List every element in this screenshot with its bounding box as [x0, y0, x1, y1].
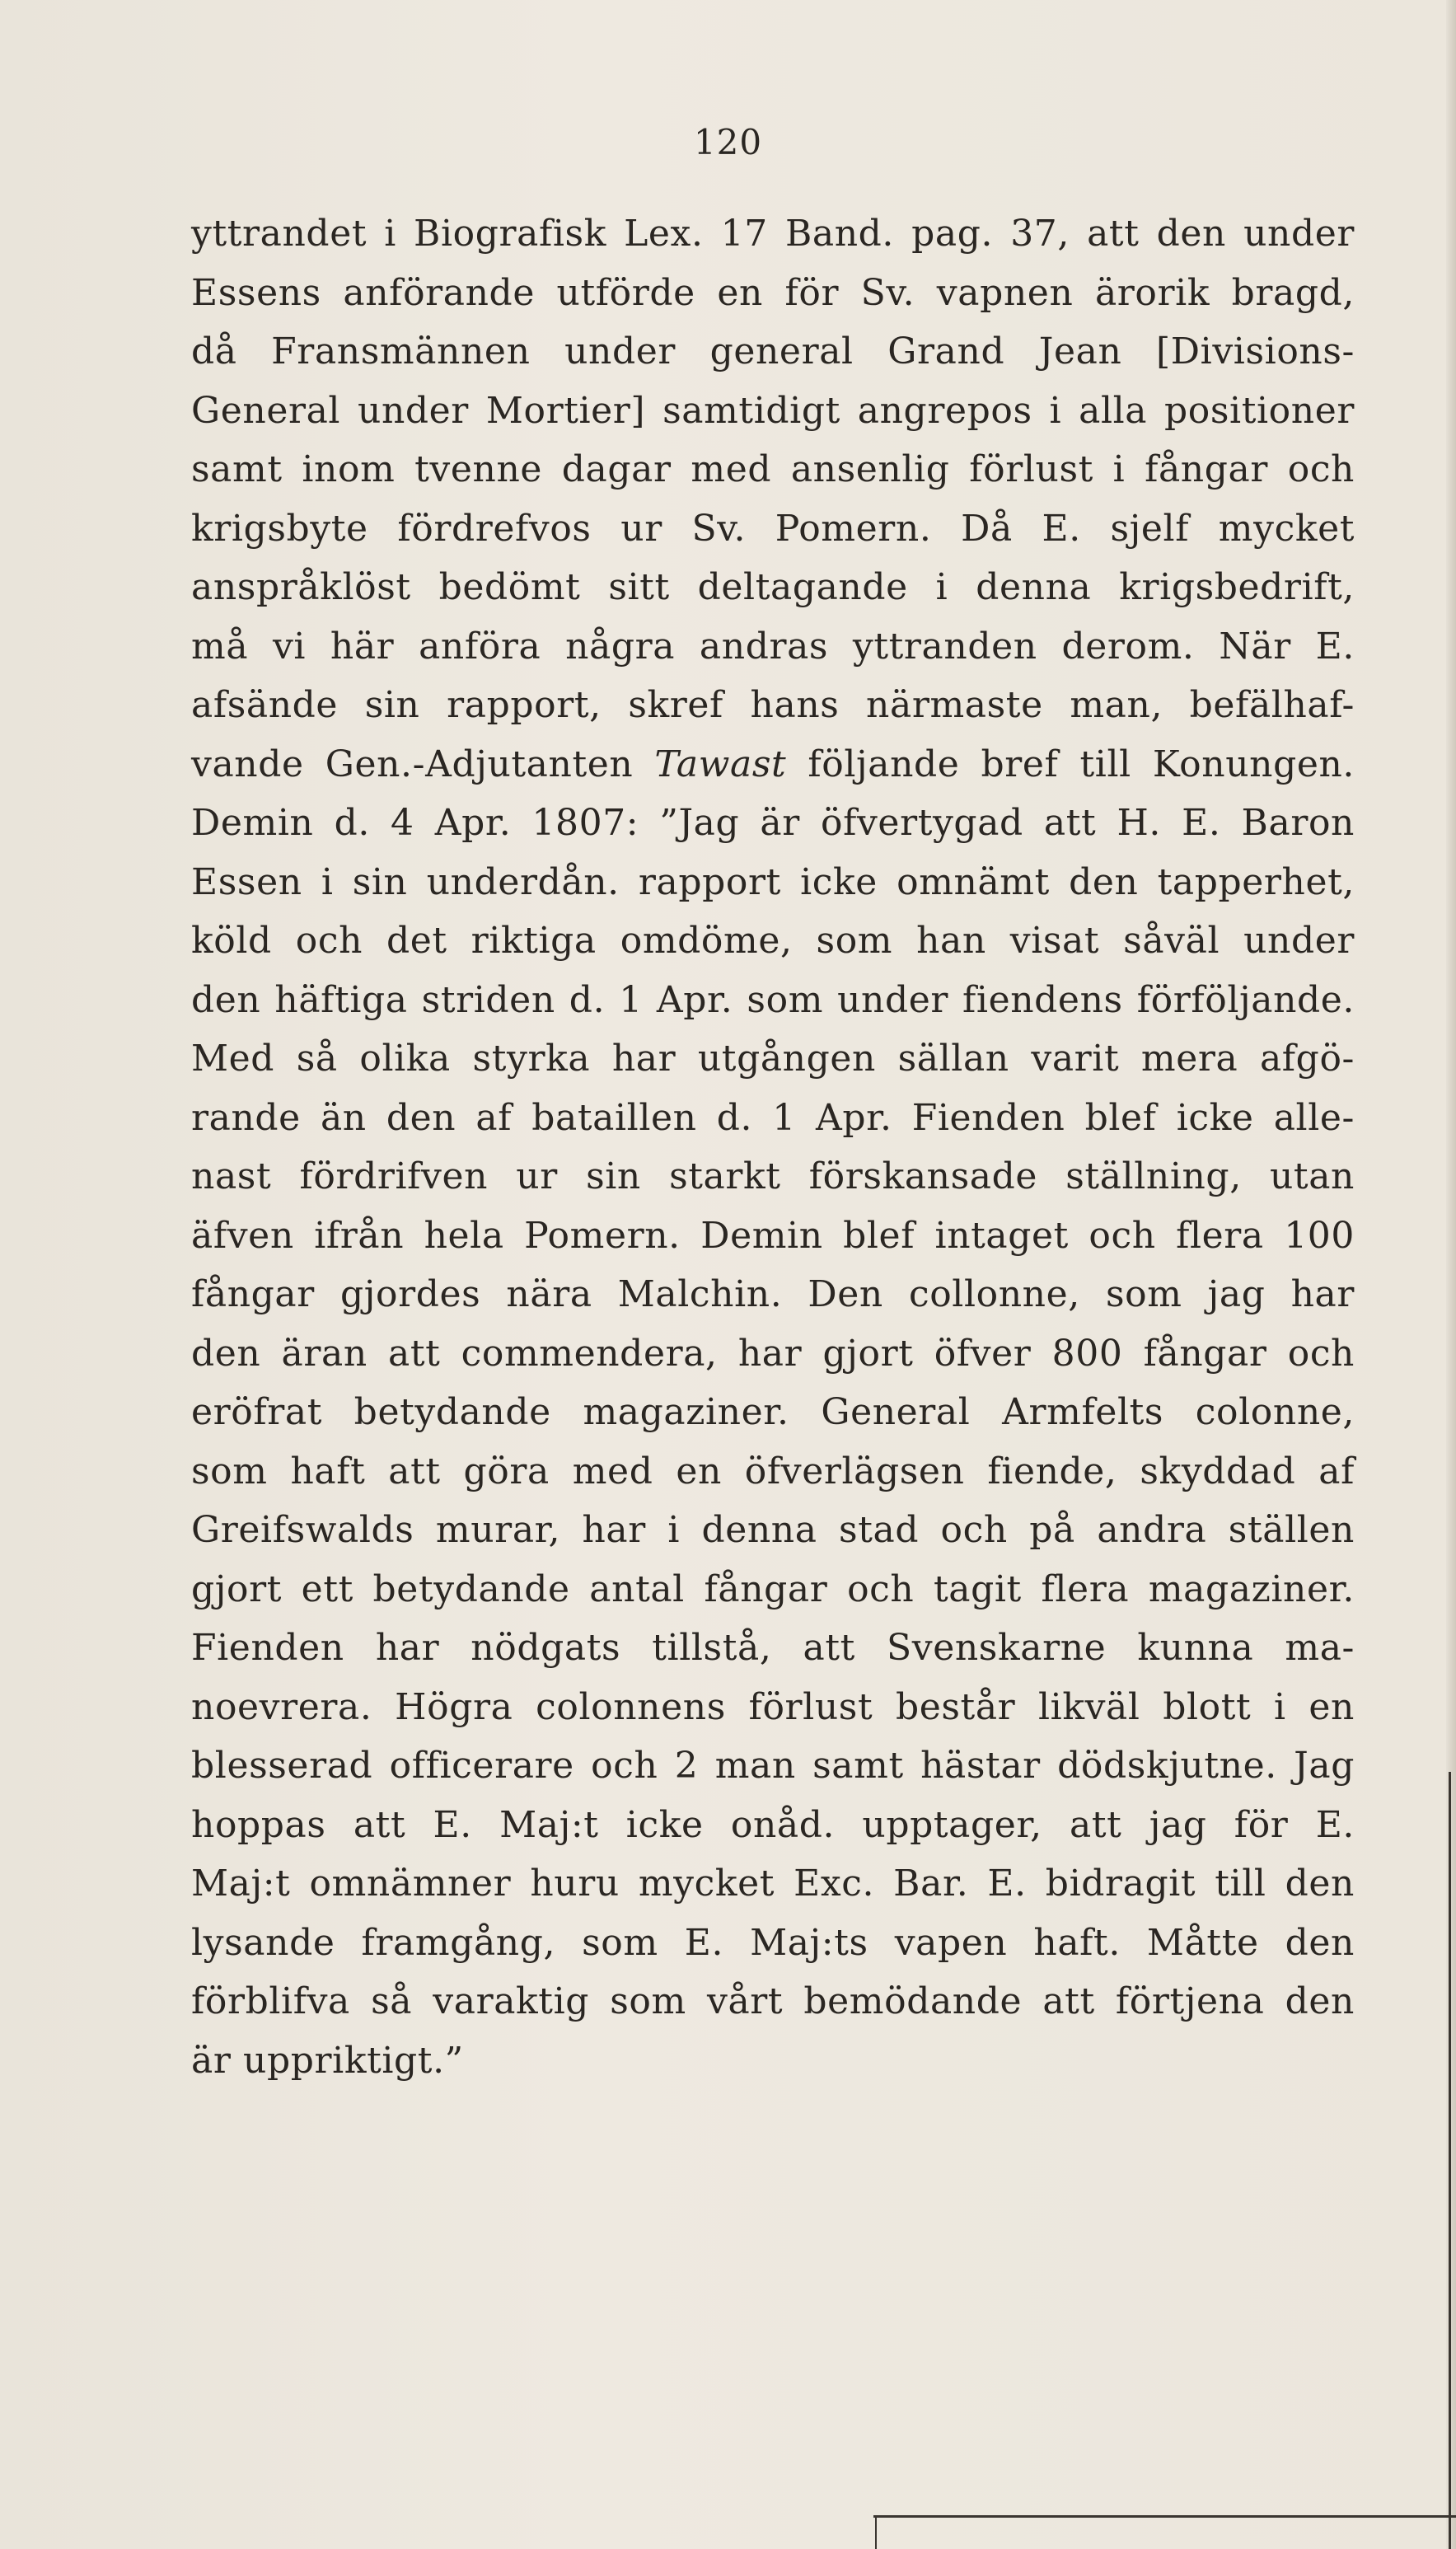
- page-edge-line-corner: [875, 2518, 877, 2549]
- text-line: är uppriktigt.”: [191, 2039, 464, 2082]
- text-line: Demin d. 4 Apr. 1807: ”Jag är öfvertygad att H. E. Baron: [191, 802, 1355, 844]
- text-line: Maj:t omnämner huru mycket Exc. Bar. E. bidragit till den: [191, 1863, 1355, 1905]
- text-segment: vande Gen.-Adjutanten: [191, 743, 655, 785]
- text-line: General under Mortier] samtidigt angrepos i alla positioner: [191, 389, 1355, 432]
- page-number: 120: [693, 122, 763, 162]
- text-line: Fienden har nödgats tillstå, att Svenskarne kunna ma-: [191, 1627, 1355, 1669]
- page-edge-line-horizontal: [873, 2515, 1456, 2518]
- text-line: gjort ett betydande antal fångar och tagit flera magaziner.: [191, 1567, 1355, 1610]
- text-line: afsände sin rapport, skref hans närmaste man, befälhaf-: [191, 684, 1355, 726]
- text-line: nast fördrifven ur sin starkt förskansade ställning, utan: [191, 1155, 1355, 1197]
- text-line: hoppas att E. Maj:t icke onåd. upptager, att jag för E.: [191, 1803, 1355, 1846]
- text-line: den äran att commendera, har gjort öfver 800 fångar och: [191, 1332, 1355, 1375]
- text-line: eröfrat betydande magaziner. General Armfelts colonne,: [191, 1391, 1355, 1433]
- text-line: Essens anförande utförde en för Sv. vapnen ärorik bragd,: [191, 271, 1355, 314]
- text-line: förblifva så varaktig som vårt bemödande att förtjena den: [191, 1980, 1355, 2022]
- text-line: må vi här anföra några andras yttranden derom. När E.: [191, 625, 1355, 668]
- text-line: Essen i sin underdån. rapport icke omnämt den tapperhet,: [191, 860, 1355, 903]
- text-line: samt inom tvenne dagar med ansenlig förlust i fångar och: [191, 448, 1355, 490]
- text-line: rande än den af bataillen d. 1 Apr. Fienden blef icke alle-: [191, 1096, 1355, 1139]
- body-text: [191, 204, 1355, 2090]
- text-line: äfven ifrån hela Pomern. Demin blef intaget och flera 100: [191, 1214, 1355, 1257]
- text-line: lysande framgång, som E. Maj:ts vapen haft. Måtte den: [191, 1921, 1355, 1964]
- text-line: Greifswalds murar, har i denna stad och på andra ställen: [191, 1509, 1355, 1551]
- text-line: [191, 735, 1355, 794]
- text-line: den häftiga striden d. 1 Apr. som under fiendens förföljande.: [191, 978, 1355, 1021]
- text-line: anspråklöst bedömt sitt deltagande i denna krigsbedrift,: [191, 566, 1355, 608]
- text-line: blesserad officerare och 2 man samt hästar dödskjutne. Jag: [191, 1745, 1355, 1787]
- text-line: Med så olika styrka har utgången sällan varit mera afgö-: [191, 1038, 1355, 1080]
- text-line: noevrera. Högra colonnens förlust består likväl blott i en: [191, 1685, 1355, 1728]
- italic-name: Tawast: [654, 743, 787, 785]
- page-edge: [1446, 0, 1456, 2549]
- text-line: fångar gjordes nära Malchin. Den collonne, som jag har: [191, 1273, 1355, 1315]
- text-line: köld och det riktiga omdöme, som han visat såväl under: [191, 920, 1355, 962]
- page-edge-line-vertical: [1449, 1772, 1451, 2549]
- text-line: yttrandet i Biografisk Lex. 17 Band. pag. 37, att den under: [191, 213, 1355, 255]
- text-line: då Fransmännen under general Grand Jean [Divisions-: [191, 330, 1355, 373]
- text-segment: följande bref till Konungen.: [786, 743, 1355, 785]
- text-line: som haft att göra med en öfverlägsen fiende, skyddad af: [191, 1450, 1355, 1492]
- text-line: krigsbyte fördrefvos ur Sv. Pomern. Då E. sjelf mycket: [191, 507, 1355, 550]
